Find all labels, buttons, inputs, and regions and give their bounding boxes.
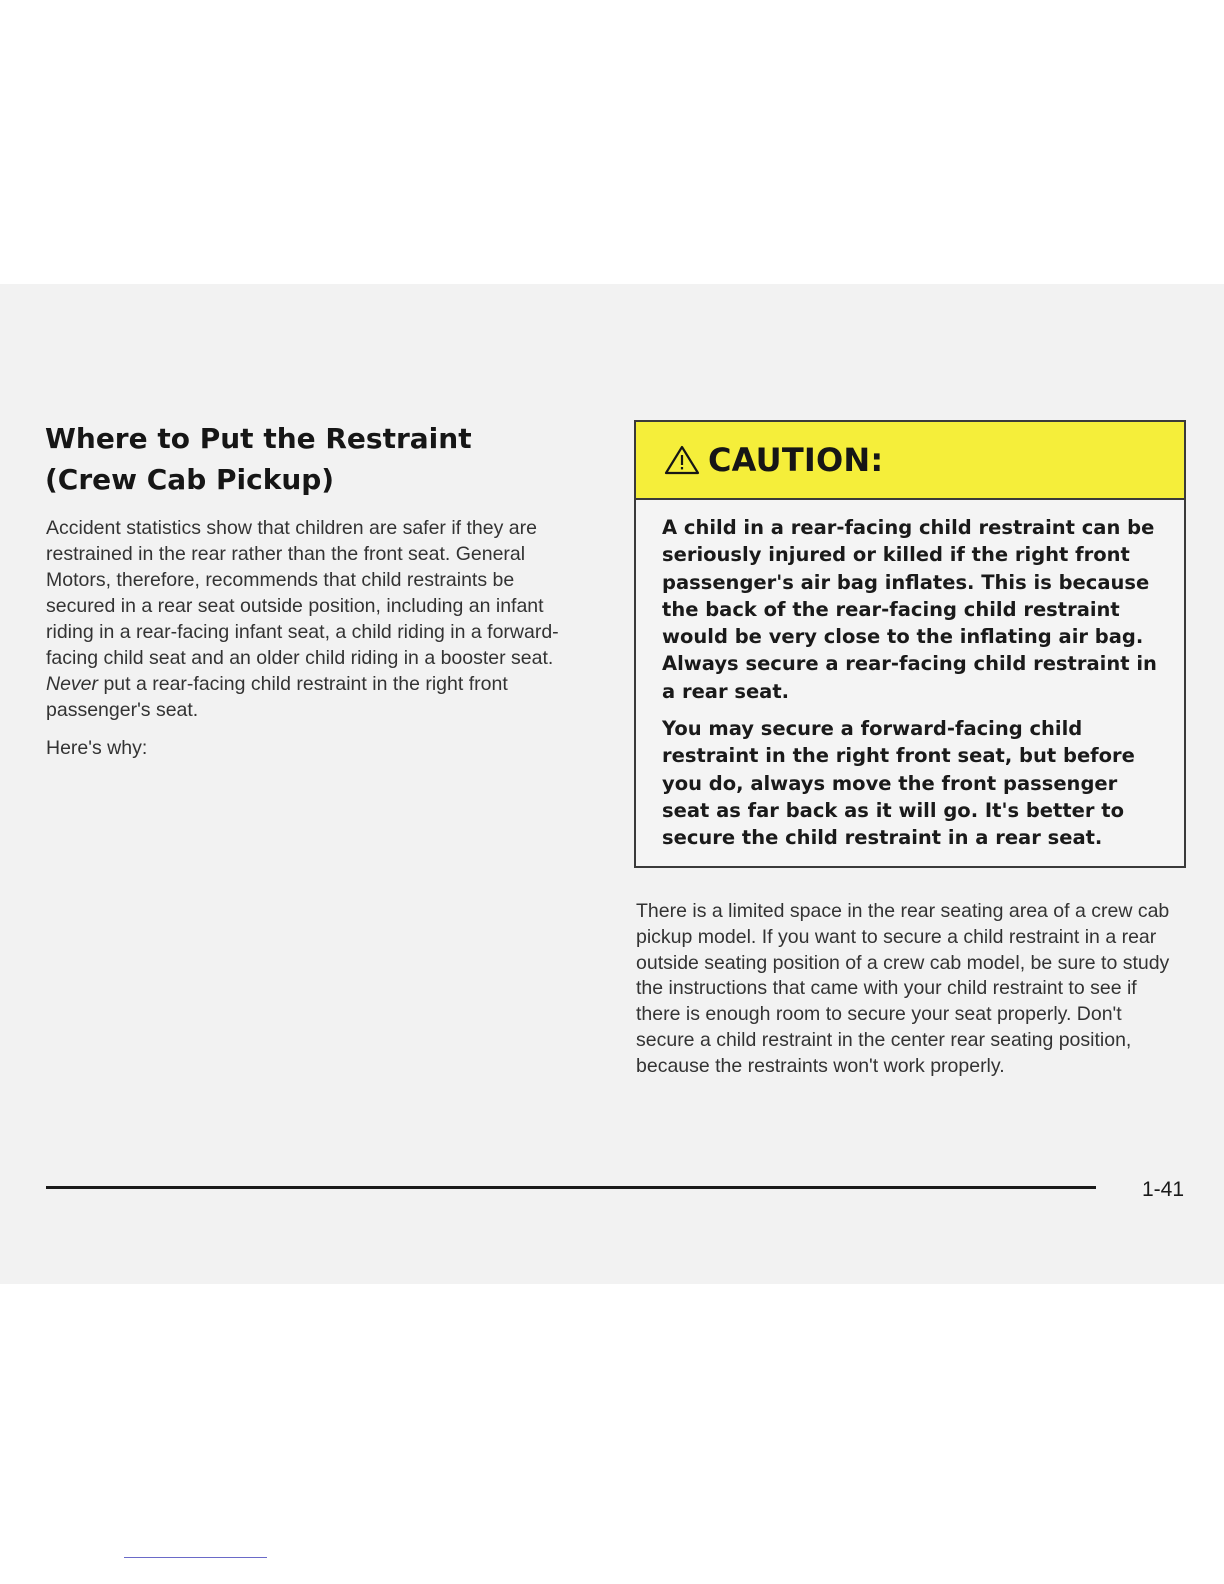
never-emphasis: Never bbox=[46, 673, 99, 695]
section-title bbox=[45, 418, 605, 500]
left-column-text bbox=[46, 515, 586, 773]
intro-text-end: put a rear-facing child restraint in the right front passenger's seat. bbox=[46, 673, 508, 721]
caution-header bbox=[636, 422, 1184, 500]
intro-paragraph bbox=[46, 515, 586, 723]
caution-title: CAUTION: bbox=[708, 441, 884, 479]
section-title-line2: (Crew Cab Pickup) bbox=[45, 463, 335, 496]
section-title-line1: Where to Put the Restraint bbox=[45, 422, 472, 455]
caution-body bbox=[636, 500, 1184, 852]
warning-triangle-icon bbox=[664, 444, 700, 476]
intro-text-start: Accident statistics show that children are safer if they are restrained in the rear rather than the front seat. General Motors, therefore, recommends that child restraints be secured in a rear seat outside position, including an infant riding in a rear-facing infant seat, a child riding in a forward-facing child seat and an older child riding in a booster seat. bbox=[46, 517, 559, 669]
caution-paragraph-1: A child in a rear-facing child restraint can be seriously injured or killed if the right front passenger's air bag inflates. This is because the back of the rear-facing child restraint would be very close to the inflating air bag. Always secure a rear-facing child restraint in a rear seat. bbox=[662, 516, 1157, 703]
caution-paragraph-2: You may secure a forward-facing child restraint in the right front seat, but before you do, always move the front passenger seat as far back as it will go. It's better to secure the child restraint in a rear seat. bbox=[662, 717, 1135, 850]
footer-rule bbox=[46, 1186, 1096, 1189]
heres-why-paragraph: Here's why: bbox=[46, 737, 148, 759]
caution-box bbox=[634, 420, 1186, 868]
bottom-underline-mark bbox=[124, 1557, 267, 1558]
page-number: 1-41 bbox=[1142, 1178, 1185, 1201]
right-column-text: There is a limited space in the rear seating area of a crew cab pickup model. If you want to secure a child restraint in a rear outside seating position of a crew cab model, be sure to study the instructions that came with your child restraint to see if there is enough room to secure your seat properly. Don't secure a child restraint in the center rear seating position, because the restraints won't work properly. bbox=[636, 900, 1170, 1077]
